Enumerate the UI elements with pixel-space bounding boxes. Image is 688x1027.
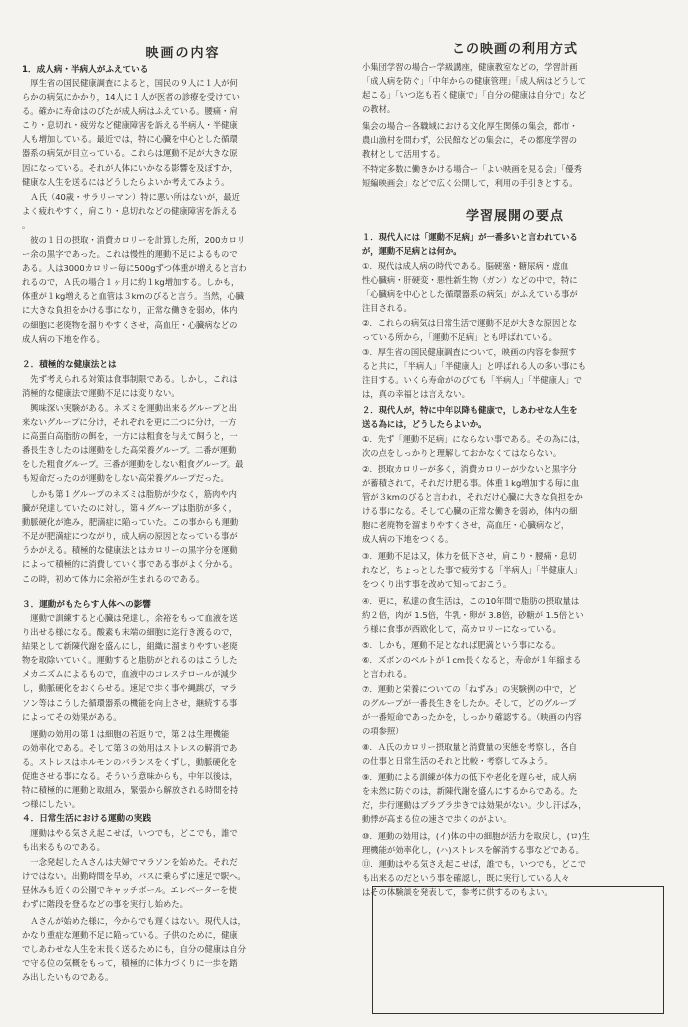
text-line: の効率化である。そして第３の効用はストレスの解消であ [22,743,238,754]
section-2-para-2 [22,401,243,486]
text-line: ④．更に，私達の食生活は，この10年間で脂肪の摂取量は [362,596,580,606]
usage-meeting [362,119,578,161]
text-line: ②．摂取カロリーが多く，消費カロリーが少ないと黒字分 [362,464,577,474]
text-line: 臓が発達していたのに対し，第４グループは脂肪が多く， [22,503,237,514]
text-line: 運動で訓練すると心臓は発達し，余裕をもって血液を送 [22,613,238,623]
text-line: は，真の幸福とは言えない。 [362,389,470,400]
text-line: 動脈硬化が進み，肥満症に陥っていた。この事からも運動 [22,517,239,528]
text-line: 結果として新陳代謝を盛んにし，組織に溜まりやすい老廃 [22,641,238,652]
q2-item-8 [362,740,577,768]
text-line: 教材として活用する。 [362,149,445,160]
text-line: 成人病の下地を作る。 [22,333,105,344]
q2-item-5 [362,638,560,652]
section-1-heading: 1．成人病・半病人がふえている [22,65,149,75]
text-line: この時，初めて体力に余裕が生まれるのである。 [22,573,205,584]
question-1-heading [362,230,578,258]
text-line: 促進させる事になる。そういう意味からも，中年以後は， [22,771,238,782]
text-line: 短編映画会」などで広く公開して，利用の手引きとする。 [362,178,578,189]
text-line: も出来るのだという事を確認し，既に実行している人々 [362,873,570,884]
section-4-para-3 [22,914,246,984]
learning-points-title: 学習展開の要点 [465,209,564,224]
text-line: メカニズムによるもので，血液中のコレステロールが減少 [22,669,237,680]
text-line: も出来るものである。 [22,842,105,853]
text-line: によってその効果がある。 [22,711,122,722]
text-line: も短命だったのが運動をしない高栄養グループだった。 [22,473,229,484]
text-line: っている所から，「運動不足病」とも呼ばれている。 [362,332,557,343]
text-line: が一番短命であったかを，しっかり確認する。（映画の内容 [362,712,582,723]
text-line: 来ないグループに分け，それぞれを更に二つに分け，一方 [22,417,237,428]
text-line: でしあわせな人生を末長く送るためにも，自分の健康は自分 [22,944,247,955]
text-line: を未然に防ぐのは，新陳代謝を盛んにするからである。た [362,786,578,797]
text-line: 注目される。 [362,303,412,314]
text-line: れなど，ちょっとした事で疲労する「半病人」「半健康人」 [362,565,582,576]
text-line: 昼休みも近くの公園でキャッチボール。エレベーターを使 [22,885,237,896]
text-line: よく疲れやすく，肩こり・息切れなどの健康障害を訴える [22,206,238,217]
text-line: はその体験談を発表して，参考に供するのもよい。 [362,887,553,898]
text-line: 集会の場合ー各職域における文化厚生関係の集会，都市・ [362,121,578,131]
q1-item-3 [362,345,586,401]
text-line: 性心臓病・肝硬変・悪性新生物（ガン）などの中で，特に [362,275,578,286]
text-line: 動悸が高まる位の速さで歩くのがよい。 [362,814,512,825]
text-line: Ａさんが始めた様に，今からでも遅くはない。現代人は， [22,916,246,926]
text-line: ⑧．Ａ氏のカロリー摂取量と消費量の実態を考察し，各自 [362,742,577,752]
text-line: ある。人は3000カロリー毎に500gずつ体重が増えると言わ [22,263,247,274]
text-line: かなり重症な運動不足に陥っている。子供のために，健康 [22,930,238,941]
text-line: をした粗食グループ。三番が運動をしない粗食グループ。最 [22,459,244,470]
text-line: ー余の黒字であった。これは慢性的運動不足によるもので [22,249,238,260]
text-line: をつくり出す事を改めて知っておこう。 [362,579,512,590]
text-line: に高蛋白高脂肪の餌を，一方には粗食を与えて飼うと，一 [22,431,238,442]
text-line: こり・息切れ・疲労など健康障害を訴える半病人・半健康 [22,120,238,131]
text-line: だ，歩行運動はブラブラ歩きでは効果がない。少し汗ばみ， [362,800,587,811]
usage-public [362,162,582,190]
text-line: 因になっている。それが人体にいかなる影響を及ぼすか， [22,162,238,173]
text-line: う様に食事が西欧化して，高カロリーになっている。 [362,624,561,635]
text-line: 次の点をしっかりと理解しておかなくてはならない。 [362,448,562,459]
text-line: 不足が肥満症につながり，成人病の原因となっている事が [22,531,238,542]
text-line: 厚生省の国民健康調査によると，国民の９人に１人が何 [22,78,238,88]
text-line: 興味深い実験がある。ネズミを運動出来るグループと出 [22,403,238,413]
q2-item-7 [362,682,582,738]
text-line: ２．現代人が，特に中年以降も健康で，しあわせな人生を [362,405,578,415]
q2-item-9 [362,770,587,826]
section-3-para-1 [22,611,238,724]
text-line: 健康な人生を送るにはどうしたらよいか考えてみよう。 [22,176,230,187]
text-line: の項参照） [362,726,404,737]
text-line: る。ストレスはホルモンのバランスをくずし，動脈硬化を [22,757,238,768]
q1-item-1 [362,259,578,315]
text-line: らかの病気にかかり，14人に１人が医者の診療を受けてい [22,92,240,103]
blank-notes-box [372,886,664,1014]
text-line: Ａ氏（40歳・サラリーマン）特に悪い所はないが，最近 [22,192,240,202]
text-line: ③．厚生省の国民健康調査について，映画の内容を参照す [362,347,577,357]
q2-item-10 [362,829,590,857]
text-line: 彼の１日の摂取・消費カロリーを計算した所，200カロリ [22,235,246,245]
text-line: 器系の病気が目立っている。これらは運動不足が大きな原 [22,148,238,159]
text-line: の教材。 [362,104,396,115]
text-line: み出したいものである。 [22,972,114,983]
text-line: り出せる様になる。酸素も末端の細胞に迄行き渡るので， [22,627,238,638]
section-1-para-1 [22,76,240,189]
text-line: 胞に老廃物を溜まりやすくさせ，高血圧・心臓病など， [362,520,570,531]
text-line: 小集団学習の場合ー学級講座，健康教室などの，学習計画 [362,62,578,72]
q1-item-2 [362,316,577,344]
text-line: ⑨．運動による訓練が体力の低下や老化を遅らせ，成人病 [362,772,577,782]
text-line: 運動の効用の第１は細胞の若返りで，第２は生理機能 [22,729,230,739]
text-line: 特に積極的に運動と取組み，緊張から解放される時間を持 [22,785,239,796]
text-line: ける事になる。そして心臓の正常な働きを弱め，体内の細 [362,506,578,517]
text-line: うかがえる。積極的な健康法とはカロリーの黒字分を運動 [22,545,238,556]
text-line: 番長生きしたのは運動をした高栄養グループ。二番が運動 [22,445,237,456]
section-1-para-2 [22,190,240,232]
text-line: しかも第１グループのネズミは脂肪が少なく，筋肉や内 [22,489,237,499]
text-line: で守る位の気概をもって，積極的に体力づくりに一歩を踏 [22,958,238,969]
text-line: 農山漁村を問わず，公民館などの集会に，その都度学習の [362,135,578,146]
q2-item-4 [362,594,584,636]
section-3-heading: ３．運動がもたらす人体への影響 [22,600,151,610]
text-line: 約２倍，肉が 1.5倍，牛乳・卵が 3.8倍，砂糖が 1.5倍とい [362,610,584,621]
text-line: 体重が１kg増えると血管は３kmのびると言う。当然，心臓 [22,291,245,302]
text-line: 先ず考えられる対策は食事制限である。しかし，これは [22,374,238,384]
text-line: 。 [22,220,31,231]
text-line: ③．運動不足は又，体力を低下させ，肩こり・腰痛・息切 [362,551,577,561]
text-line: のグループが一番長生きをしたか。そして，どのグループ [362,698,577,709]
section-3-para-2 [22,727,238,812]
text-line: 運動はやる気さえ起こせば，いつでも，どこでも，誰で [22,828,238,838]
text-line: の仕事と日常生活のそれと比較・考察してみよう。 [362,756,553,767]
text-line: 理機能が効率化し，(ハ)ストレスを解消する事などである。 [362,845,584,856]
section-1-para-3 [22,233,247,346]
text-line: 管が３kmのびると言われ，それだけ心臓に大きな負担をか [362,492,583,503]
text-line: わずに階段を登るなどの事を実行し始めた。 [22,899,188,910]
text-line: が蓄積されて，それだけ肥る事。体重１kg増加する毎に血 [362,478,580,489]
text-line: 不特定多数に働きかける場合ー「よい映画を見る会」「優秀 [362,164,582,174]
text-line: の細胞に老廃物を溜りやすくさせ，高血圧・心臓病などの [22,319,238,330]
text-line: ⑩．運動の効用は，(イ)体の中の細胞が活力を取戻し，(ロ)生 [362,831,590,841]
text-line: 物を取除いていく。運動すると脂肪がとれるのはこうした [22,655,238,666]
text-line: 成人病の下地をつくる。 [362,534,454,545]
text-line: 注目する。いくら寿命がのびても「半病人」「半健康人」で [362,375,582,386]
usage-small-group [362,60,586,116]
text-line: 送る為には，どうしたらよいか。 [362,419,487,430]
text-line: ⑤．しかも，運動不足となれば肥満という事になる。 [362,640,561,650]
text-line: ⑦．運動と栄養についての「ねずみ」の実験例の中で，ど [362,684,577,694]
section-2-para-3 [22,487,238,586]
q2-item-1 [362,432,585,460]
text-line: 一念発起したＡさんは夫婦でマラソンを始めた。それだ [22,857,238,867]
section-4-para-2 [22,855,246,911]
text-line: 「心臓病を中心とした循環器系の病気」がふえている事が [362,289,578,300]
text-line: ソン等はこうした循環器系の機能を向上させ，継続する事 [22,697,238,708]
text-line: ①．現代は成人病の時代である。脳硬塞・糖尿病・虚血 [362,261,569,271]
text-line: と言われる。 [362,669,412,680]
section-2-heading: ２．積極的な健康法とは [22,360,117,370]
text-line: つ様にしたい。 [22,799,81,810]
text-line: によって積極的に消費していく事である事がよく分かる。 [22,559,238,570]
q2-item-2 [362,462,583,547]
text-line: 「成人病を防ぐ」「中年からの健康管理」「成人病はどうして [362,76,587,87]
q2-item-3 [362,549,582,591]
section-4-para-1 [22,826,238,854]
text-line: ②．これらの病気は日常生活で運動不足が大きな原因とな [362,318,577,328]
text-line: けではない。出勤時間を早め，バスに乗らずに速足で駅へ。 [22,871,246,882]
text-line: が，運動不足病とは何か。 [362,246,462,257]
text-line: る。確かに寿命はのびたが成人病はふえている。腰痛・肩 [22,106,238,117]
text-line: ると共に，「半病人」「半健康人」と呼ばれる人の多い事にも [362,361,587,372]
usage-title: この映画の利用方式 [451,42,578,57]
text-line: ⑪．運動はやる気さえ起こせば，誰でも，いつでも，どこで [362,859,587,869]
text-line: １．現代人には「運動不足病」が一番多いと言われている [362,232,578,242]
film-content-title: 映画の内容 [145,46,221,61]
text-line: 人も増加している。最近では，特に心臓を中心とした循環 [22,134,238,145]
text-line: 消極的な健康法で運動不足には変りない。 [22,388,180,399]
text-line: し，動脈硬化をおくらせる。速足で歩く事や縄跳び，マラ [22,683,238,694]
text-line: れるので，Ａ氏の場合１ヶ月に約１kg増加する。しかも， [22,277,240,288]
text-line: に大きな負担をかける事になり，正常な働きを弱め，体内 [22,305,238,316]
section-4-heading: ４．日常生活における運動の実践 [22,814,151,824]
question-2-heading [362,403,578,431]
text-line: 起こる」「いつ迄も若く健康で」「自分の健康は自分で」など [362,90,587,101]
text-line: ①．先ず「運動不足病」にならない事である。その為には， [362,434,586,444]
section-2-para-1 [22,372,238,400]
text-line: ⑥．ズボンのベルトが１cm長くなると，寿命が１年縮まる [362,655,582,665]
q2-item-6 [362,653,581,681]
